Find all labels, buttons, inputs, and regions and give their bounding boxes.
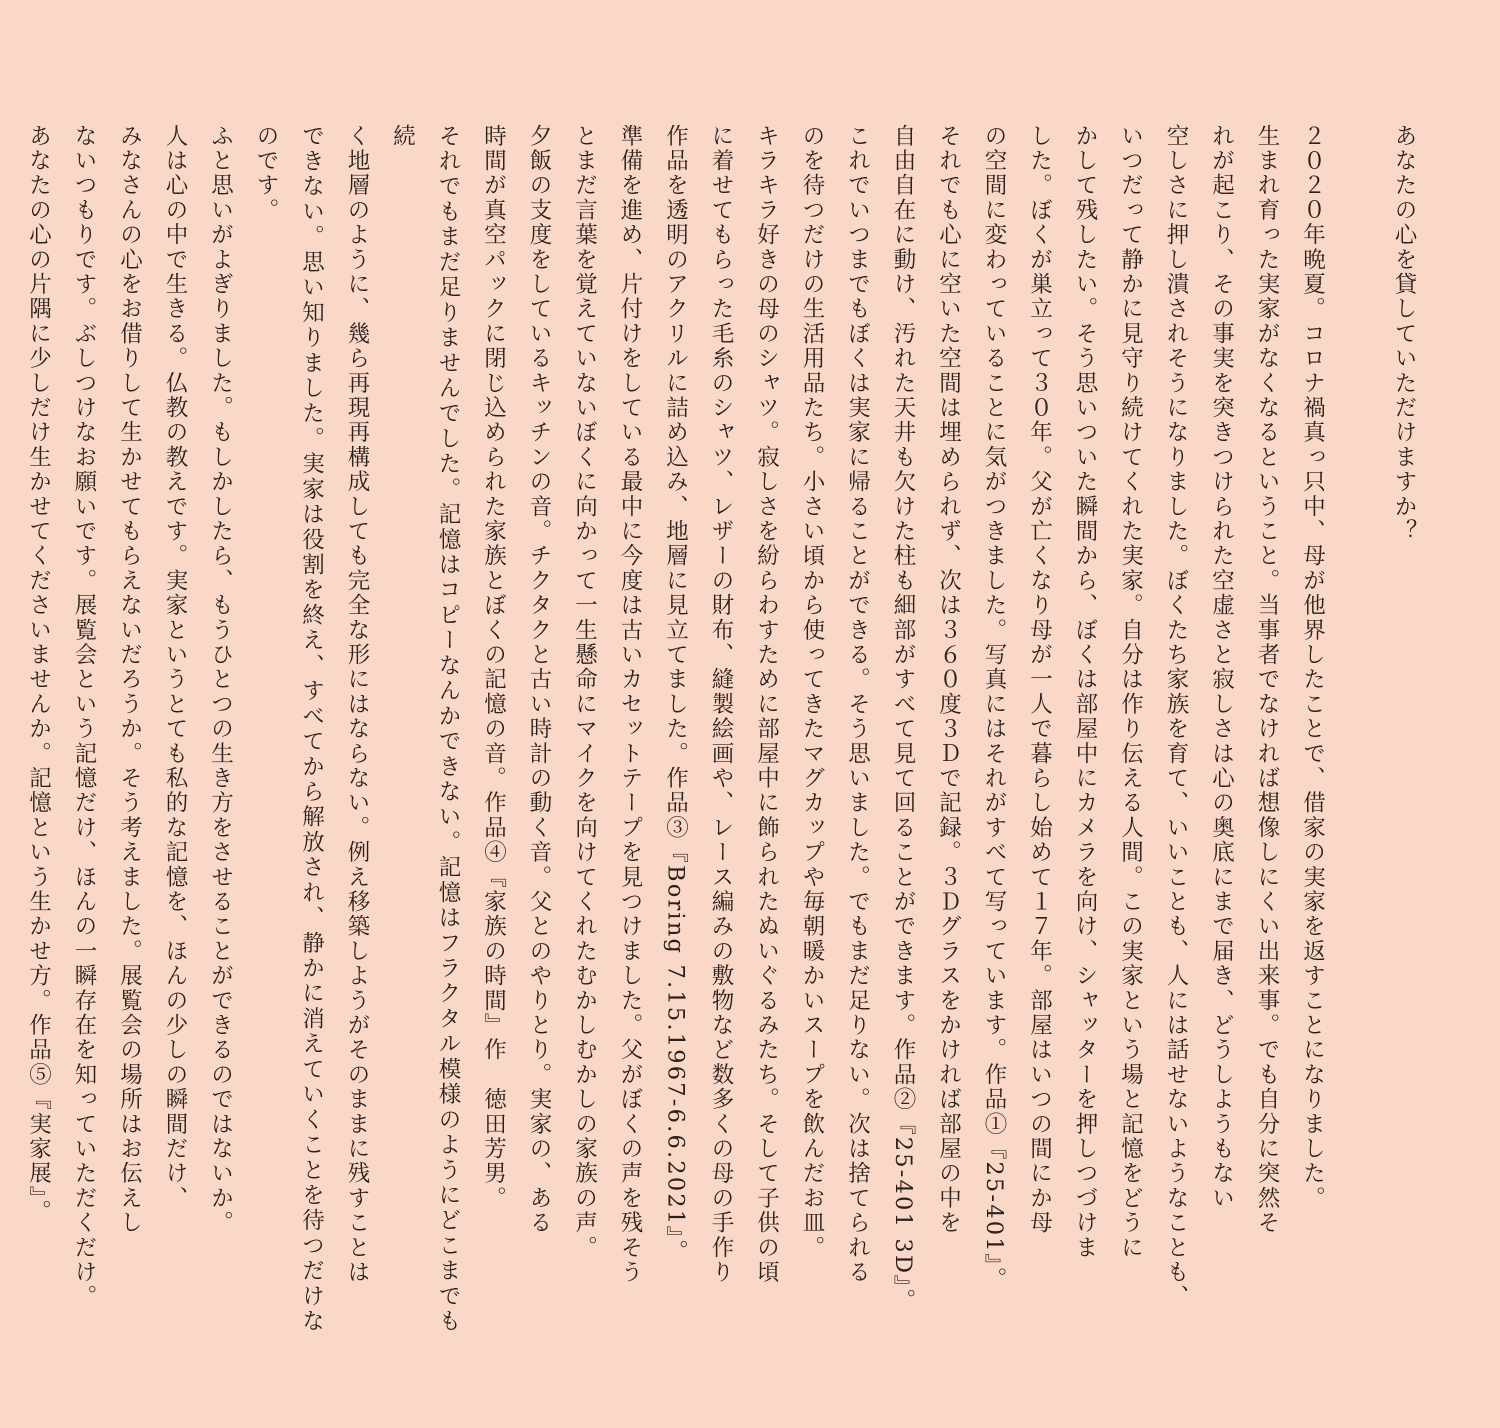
text-line: それでも心に空いた空間は埋められず、次は３６０度３Ｄで記録。３Ｄグラスをかければ部屋の中を [935,124,962,1236]
text-line: ないつもりです。ぶしつけなお願いです。展覧会という記憶だけ、ほんの一瞬存在を知っていただくだけ。 [71,124,97,1310]
text-line: これでいつまでもぼくは実家に帰ることができる。そう思いました。でもまだ足りない。次は捨てられる [844,124,871,1285]
text-line: 夕飯の支度をしているキッチンの音。チクタクと古い時計の動く音。父とのやりとり。実家の、ある [526,124,552,1236]
text-line: かして残したい。そう思いついた瞬間から、ぼくは部屋中にカメラを向け、シャッターを押しつづけま [1072,124,1098,1261]
text-line: に着せてもらった毛糸のシャツ、レザーの財布、縫製絵画や、レース編みの敷物など数多くの母の手作り [708,124,734,1285]
vertical-text-block [15,124,1426,1334]
text-line: した。ぼくが巣立って３０年。父が亡くなり母が一人で暮らし始めて１７年。部屋はいつの間にか母 [1026,124,1053,1236]
text-line: みなさんの心をお借りして生かせてもらえないだろうか。そう考えました。展覧会の場所はお伝えし [116,124,143,1236]
text-line: 時間が真空パックに閉じ込められた家族とぼくの記憶の音。作品④『家族の時間』作 徳田芳男。 [480,124,507,1211]
text-line: く地層のように、幾ら再現再構成しても完全な形にはならない。例え移築しようがそのままに残すことは [344,124,370,1285]
text-line: できない。思い知りました。実家は役割を終え、すべてから解放され、静かに消えていくことを待つだけなのです。 [253,124,325,1334]
text-line: の空間に変わっていることに気がつきました。写真にはそれがすべて写っています。作品①『25-401』。 [981,124,1007,1292]
text-line: 空しさに押し潰されそうになりました。ぼくたち家族を育て、いいことも、人には話せないようなことも、 [1163,124,1189,1310]
text-line: あなたの心の片隅に少しだけ生かせてくださいませんか。記憶という生かせ方。作品⑤『実家展』。 [25,124,52,1225]
text-line: 生まれ育った実家がなくなるということ。当事者でなければ想像しにくい出来事。でも自分に突然そ [1254,124,1280,1236]
text-line: 自由自在に動け、汚れた天井も欠けた柱も細部がすべて見て回ることができます。作品②『25-401 3D』。 [890,124,916,1314]
text-line: れが起こり、その事実を突きつけられた空虚さと寂しさは心の奥底にまで届き、どうしようもない [1208,124,1235,1211]
text-line: 人は心の中で生きる。仏教の教えです。実家というとても私的な記憶を、ほんの少しの瞬間だけ、 [162,124,188,1211]
text-line: 作品を透明のアクリルに詰め込み、地層に見立てました。作品③『Boring 7.15.1967-6.6.2021』。 [662,124,689,1265]
text-line: 準備を進め、片付けをしている最中に今度は古いカセットテープを見つけました。父がぼくの声を残そう [617,124,643,1285]
heading: あなたの心を貸していただけますか？ [1391,124,1417,544]
text-line: それでもまだ足りませんでした。記憶はコピーなんかできない。記憶はフラクタル模様のようにどこまでも続 [389,124,461,1334]
text-line: ふと思いがよぎりました。もしかしたら、もうひとつの生き方をさせることができるのではないか。 [207,124,234,1236]
text-line: のを待つだけの生活用品たち。小さい頃から使ってきたマグカップや毎朝暖かいスープを飲んだお皿。 [799,124,825,1261]
text-line: キラキラ好きの母のシャツ。寂しさを紛らわすために部屋中に飾られたぬいぐるみたち。そして子供の頃 [753,124,780,1285]
text-line: ２０２０年晩夏。コロナ禍真っ只中、母が他界したことで、借家の実家を返すことになりました。 [1299,124,1326,1211]
text-line: いつだって静かに見守り続けてくれた実家。自分は作り伝える人間。この実家という場と記憶をどうに [1117,124,1144,1261]
text-line: とまだ言葉を覚えていないぼくに向かって一生懸命にマイクを向けてくれたむかしむかしの家族の声。 [571,124,598,1261]
